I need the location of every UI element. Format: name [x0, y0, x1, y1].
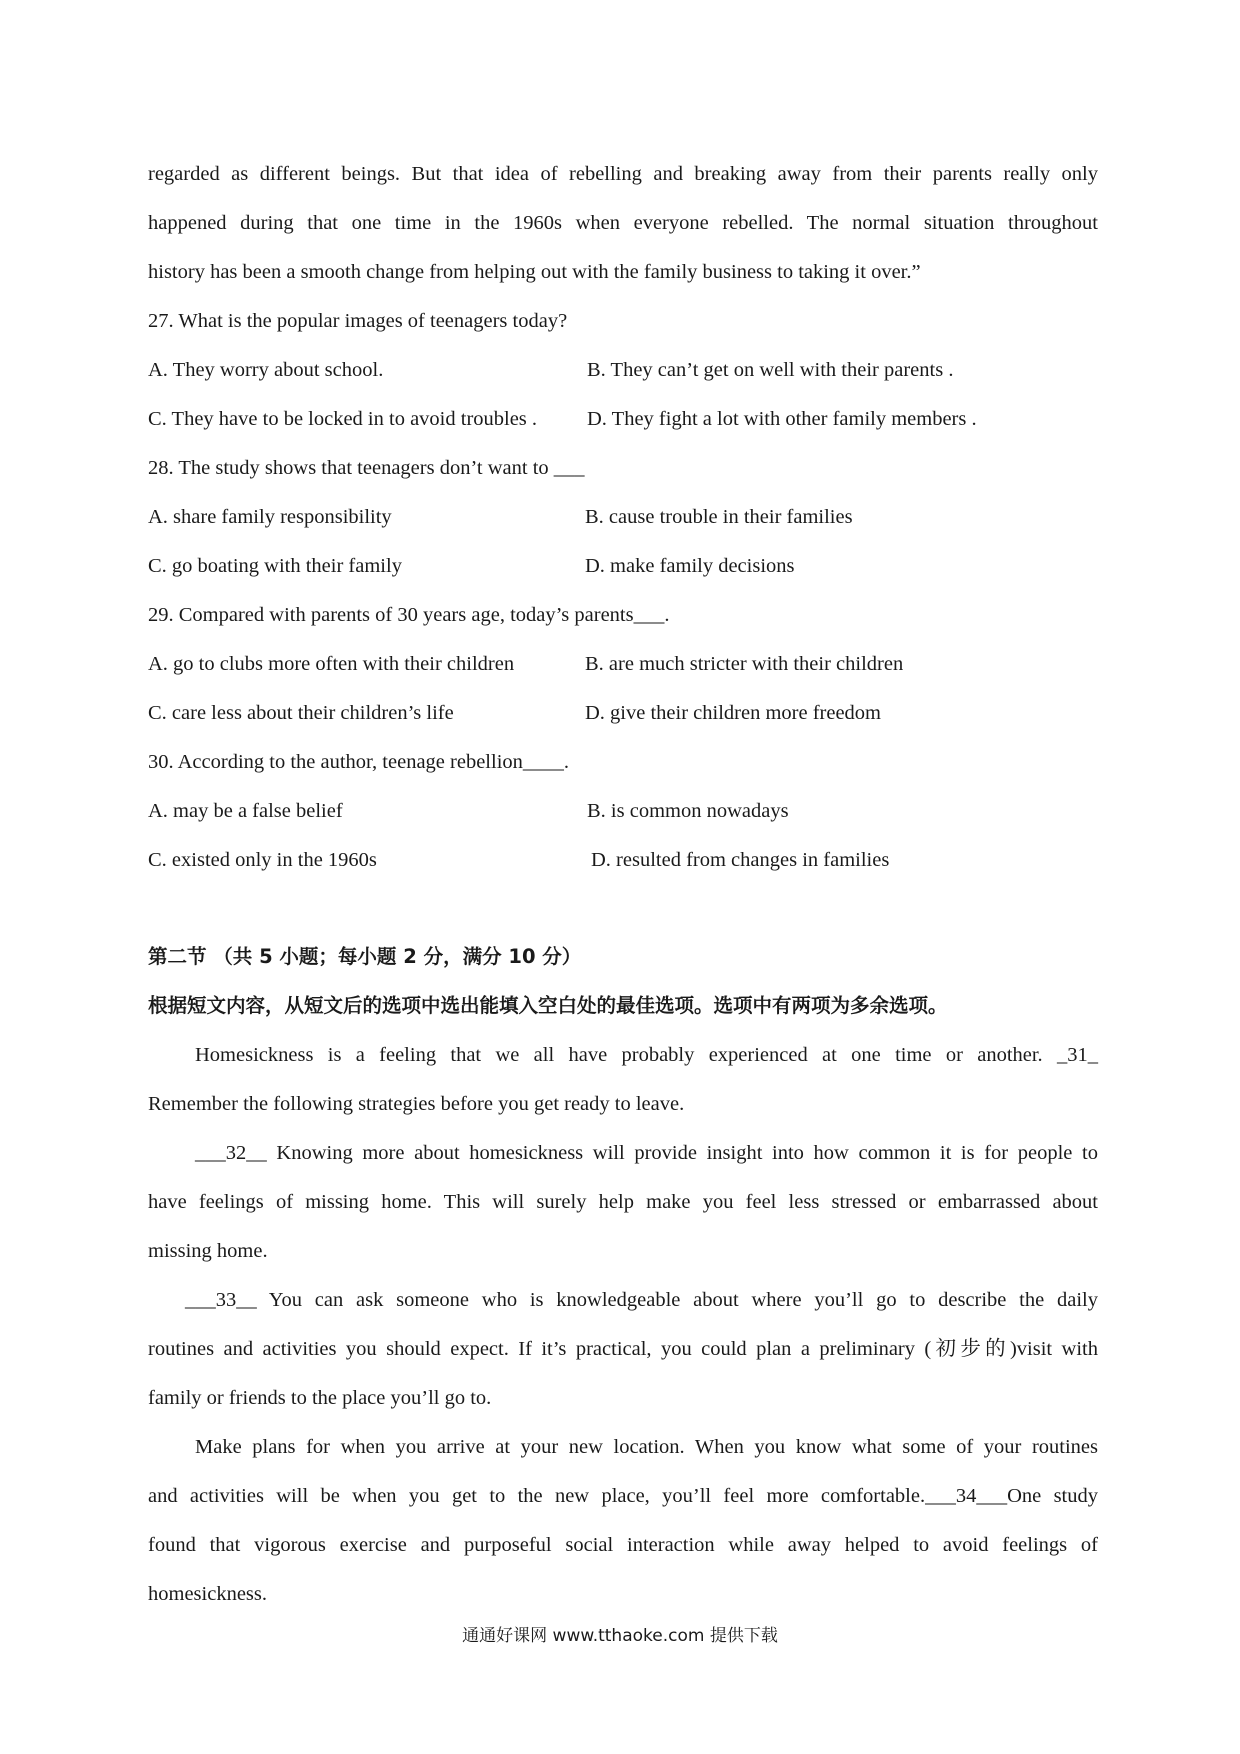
- passage2-line: have feelings of missing home. This will surely help make you feel less stressed or embarrassed about: [148, 1191, 1098, 1213]
- passage2-line: family or friends to the place you’ll go to.: [148, 1387, 492, 1409]
- passage-line: regarded as different beings. But that idea of rebelling and breaking away from their parents really only: [148, 163, 1098, 185]
- passage2-line: found that vigorous exercise and purposeful social interaction while away helped to avoid feelings of: [148, 1534, 1098, 1556]
- question-29-option-c: C. care less about their children’s life: [148, 702, 454, 724]
- question-28-option-c: C. go boating with their family: [148, 555, 402, 577]
- passage2-line: missing home.: [148, 1240, 268, 1262]
- question-30-option-b: B. is common nowadays: [587, 800, 789, 822]
- passage2-line: Make plans for when you arrive at your new location. When you know what some of your routines: [195, 1436, 1098, 1458]
- question-27-option-d: D. They fight a lot with other family members .: [587, 408, 977, 430]
- passage2-line: and activities will be when you get to the new place, you’ll feel more comfortable.___34___One study: [148, 1485, 1098, 1507]
- passage-line: happened during that one time in the 1960s when everyone rebelled. The normal situation throughout: [148, 212, 1098, 234]
- question-30-option-a: A. may be a false belief: [148, 800, 343, 822]
- question-28-option-a: A. share family responsibility: [148, 506, 392, 528]
- question-28-option-d: D. make family decisions: [585, 555, 795, 577]
- question-30-option-c: C. existed only in the 1960s: [148, 849, 377, 871]
- question-28-stem: 28. The study shows that teenagers don’t want to ___: [148, 457, 585, 479]
- question-28-option-b: B. cause trouble in their families: [585, 506, 853, 528]
- passage2-line: ___32__ Knowing more about homesickness will provide insight into how common it is for people to: [195, 1142, 1098, 1164]
- section-instruction: 根据短文内容，从短文后的选项中选出能填入空白处的最佳选项。选项中有两项为多余选项。: [148, 994, 948, 1017]
- passage-line: history has been a smooth change from helping out with the family business to taking it over.”: [148, 261, 921, 283]
- question-29-option-b: B. are much stricter with their children: [585, 653, 904, 675]
- page-footer: 通通好课网 www.tthaoke.com 提供下载: [462, 1626, 778, 1646]
- question-29-stem: 29. Compared with parents of 30 years age, today’s parents___.: [148, 604, 670, 626]
- passage2-line: Remember the following strategies before you get ready to leave.: [148, 1093, 685, 1115]
- question-27-option-b: B. They can’t get on well with their parents .: [587, 359, 954, 381]
- question-30-stem: 30. According to the author, teenage rebellion____.: [148, 751, 570, 773]
- passage2-line: homesickness.: [148, 1583, 267, 1605]
- passage2-line: ___33__ You can ask someone who is knowledgeable about where you’ll go to describe the daily: [185, 1289, 1098, 1311]
- question-29-option-d: D. give their children more freedom: [585, 702, 881, 724]
- section-heading: 第二节 （共 5 小题；每小题 2 分，满分 10 分）: [148, 945, 582, 968]
- question-27-stem: 27. What is the popular images of teenagers today?: [148, 310, 568, 332]
- question-30-option-d: D. resulted from changes in families: [591, 849, 890, 871]
- passage2-line: Homesickness is a feeling that we all have probably experienced at one time or another. _31_: [195, 1044, 1098, 1066]
- question-27-option-a: A. They worry about school.: [148, 359, 384, 381]
- question-27-option-c: C. They have to be locked in to avoid troubles .: [148, 408, 538, 430]
- question-29-option-a: A. go to clubs more often with their children: [148, 653, 515, 675]
- passage2-line: routines and activities you should expect. If it’s practical, you could plan a preliminary (初步的)visit with: [148, 1338, 1098, 1360]
